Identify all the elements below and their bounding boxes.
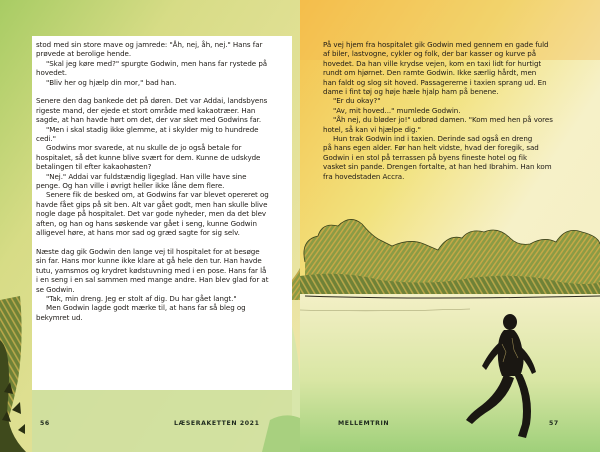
paragraph: betalingen til efter kakaohøsten?: [36, 162, 152, 172]
paragraph: i en seng i en sal sammen med mange andre. Han blev glad for at: [36, 275, 269, 285]
paragraph: tutu, yamsmos og krydret kødstuvning med i en pose. Hans far lå: [36, 265, 267, 275]
paragraph: dame i fint tøj og høje hæle hjalp ham på benene.: [323, 87, 499, 97]
paragraph: Senere den dag bankede det på døren. Det var Addai, landsbyens: [36, 96, 268, 106]
paragraph: hotel, så kan vi hjælpe dig.": [323, 124, 421, 134]
page-number-left: 56: [40, 420, 50, 427]
paragraph: rigeste mand, der ejede et stort område med kakaotræer. Han: [36, 105, 256, 115]
right-page-text: [323, 40, 573, 181]
paragraph: hospitalet, så det kunne blive svært for dem. Kunne de udskyde: [36, 152, 261, 162]
paragraph: "Men i skal stadig ikke glemme, at i skylder mig to hundrede: [46, 124, 259, 134]
paragraph: "Er du okay?": [333, 96, 381, 106]
paragraph: aften, og han og hans søskende var gået i seng, kunne Godwin: [36, 218, 257, 228]
paragraph: Men Godwin lagde godt mærke til, at hans far så bleg og: [46, 303, 246, 313]
paragraph: nogle dage på hospitalet. Det var gode nyheder, men da det blev: [36, 209, 267, 219]
paragraph: Godwin i en stol på terrassen på byens fineste hotel og fik: [323, 152, 528, 162]
paragraph: bekymret ud.: [36, 312, 83, 322]
paragraph: havde fået gips på sit ben. Alt var gået godt, men han skulle blive: [36, 199, 268, 209]
paragraph: Senere fik de besked om, at Godwins far var blevet opereret og: [46, 190, 269, 200]
paragraph: "Nej." Addai var fuldstændig ligeglad. Han ville have sine: [46, 171, 247, 181]
paragraph: se Godwin.: [36, 284, 75, 294]
paragraph: på hans egen alder. Før han helt vidste, hvad der foregik, sad: [323, 143, 539, 153]
paragraph: Næste dag gik Godwin den lange vej til hospitalet for at besøge: [36, 246, 260, 256]
paragraph: "Åh nej, du bløder jo!" udbrød damen. "Kom med hen på vores: [333, 115, 553, 125]
paragraph: af biler, lastvogne, cykler og folk, der bar kasser og kurve på: [323, 49, 537, 59]
paragraph: prøvede at berolige hende.: [36, 49, 132, 59]
paragraph: sin far. Hans mor kunne ikke klare at gå hele den tur. Han havde: [36, 256, 262, 266]
left-page-text: [36, 40, 288, 322]
paragraph: stod med sin store mave og jamrede: "Åh, nej, åh, nej." Hans far: [36, 40, 263, 49]
paragraph: hovedet.: [36, 68, 67, 78]
paragraph: sagde, at han havde hørt om det, der var sket med Godwins far.: [36, 115, 262, 125]
paragraph: Godwins mor svarede, at nu skulle de jo også betale for: [46, 143, 242, 153]
paragraph: han faldt og slog sit hoved. Passagererne i taxien sprang ud. En: [323, 77, 547, 87]
paragraph: rundt om hjørnet. Den ramte Godwin. Ikke særlig hårdt, men: [323, 68, 537, 78]
paragraph: fra hovedstaden Accra.: [323, 171, 405, 181]
paragraph: hovedet. Da han ville krydse vejen, kom en taxi lidt for hurtigt: [323, 58, 542, 68]
paragraph: vasket sin pande. Drengen fortalte, at han hed Ibrahim. Han kom: [323, 162, 552, 172]
paragraph: På vej hjem fra hospitalet gik Godwin med gennem en gade fuld: [323, 40, 549, 49]
paragraph: "Skal jeg køre med?" spurgte Godwin, men hans far rystede på: [46, 58, 268, 68]
paragraph: alligevel høre, at hans mor sad og græd sagte for sig selv.: [36, 228, 240, 238]
paragraph: "Tak, min dreng. Jeg er stolt af dig. Du har gået langt.": [46, 293, 237, 303]
paragraph: cedi.": [36, 134, 56, 144]
level-label: MELLEMTRIN: [338, 420, 390, 427]
paragraph: "Av, mit hoved..." mumlede Godwin.: [333, 105, 461, 115]
paragraph: "Bliv her og hjælp din mor," bad han.: [46, 77, 177, 87]
paragraph: Hun trak Godwin ind i taxien. Derinde sad også en dreng: [333, 134, 533, 144]
paragraph: penge. Og han ville i øvrigt heller ikke låne dem flere.: [36, 181, 225, 191]
series-title: LÆSERAKETTEN 2021: [174, 420, 260, 427]
page-number-right: 57: [549, 420, 559, 427]
